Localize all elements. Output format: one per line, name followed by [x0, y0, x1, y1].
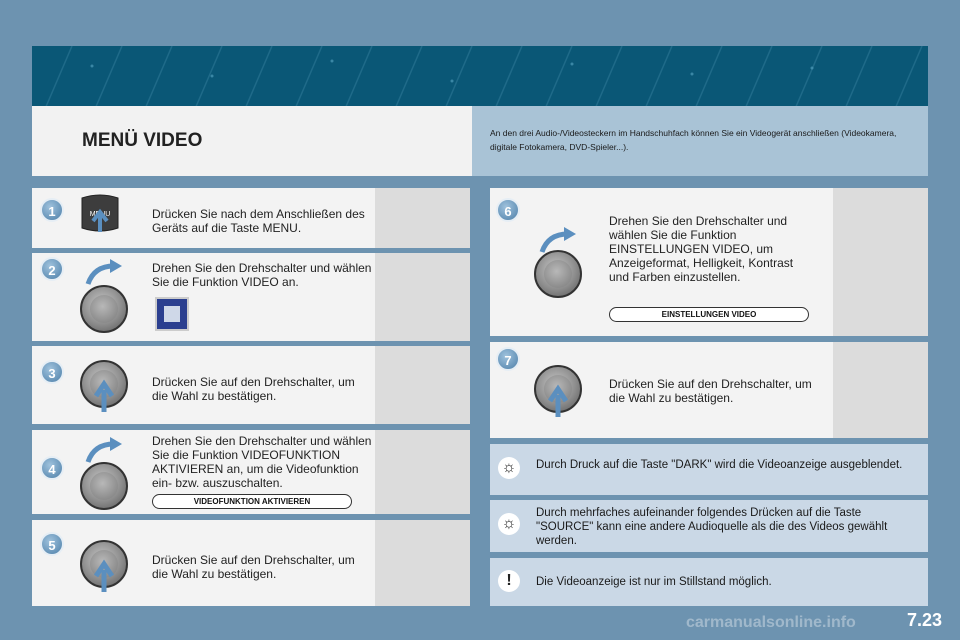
step-2-badge: 2 — [40, 257, 64, 281]
control-panel-image — [833, 188, 928, 336]
warning-icon: ! — [498, 570, 520, 592]
rotate-arrow-icon — [84, 436, 124, 464]
control-panel-image — [375, 346, 470, 424]
control-panel-image — [375, 520, 470, 606]
step-7-badge: 7 — [496, 347, 520, 371]
press-arrow-icon — [546, 383, 570, 419]
step-7-text: Drücken Sie auf den Drehschalter, um die Wahl zu bestätigen. — [609, 377, 812, 405]
page-title: MENÜ VIDEO — [82, 130, 203, 151]
menu-button-label: MENU — [89, 211, 111, 218]
menu-button-icon — [78, 192, 122, 234]
tip-icon: ☼ — [498, 513, 520, 535]
rotate-arrow-icon — [84, 258, 124, 286]
watermark: carmanualsonline.info — [686, 614, 856, 631]
step-6-function-label: EINSTELLUNGEN VIDEO — [609, 307, 809, 322]
step-4-text: Drehen Sie den Drehschalter und wählen Sie die Funktion VIDEOFUNKTION AKTIVIEREN an, um die Videofunktion ein- bzw. auszuschalten. — [152, 434, 372, 490]
step-4-badge: 4 — [40, 456, 64, 480]
step-6-text: Drehen Sie den Drehschalter und wählen Sie die Funktion EINSTELLUNGEN VIDEO, um Anzeigeformat, Helligkeit, Kontrast und Farben einzustellen. — [609, 214, 794, 284]
header-note: An den drei Audio-/Videosteckern im Handschuhfach können Sie ein Videogerät anschließen (Videokamera, digitale Fotokamera, DVD-Spieler...). — [490, 128, 897, 152]
rotary-knob-icon — [80, 285, 128, 333]
video-icon — [155, 297, 189, 331]
tip-icon: ☼ — [498, 457, 520, 479]
rotary-knob-icon — [80, 462, 128, 510]
step-2-text: Drehen Sie den Drehschalter und wählen Sie die Funktion VIDEO an. — [152, 261, 372, 289]
step-5-text: Drücken Sie auf den Drehschalter, um die Wahl zu bestätigen. — [152, 553, 355, 581]
step-4-function-label: VIDEOFUNKTION AKTIVIEREN — [152, 494, 352, 509]
info-text-dark: Durch Druck auf die Taste "DARK" wird die Videoanzeige ausgeblendet. — [536, 459, 903, 471]
info-text-source: Durch mehrfaches aufeinander folgendes Drücken auf die Taste "SOURCE" kann eine andere Audioquelle als die des Videos gewählt werden. — [536, 507, 888, 547]
control-panel-image — [375, 430, 470, 514]
control-panel-image — [375, 253, 470, 341]
step-1-text: Drücken Sie nach dem Anschließen des Geräts auf die Taste MENU. — [152, 207, 365, 235]
control-panel-image — [833, 342, 928, 438]
page-number: 7.23 — [906, 610, 942, 630]
step-3-badge: 3 — [40, 360, 64, 384]
press-arrow-icon — [92, 378, 116, 414]
info-text-warning: Die Videoanzeige ist nur im Stillstand möglich. — [536, 576, 772, 588]
step-5-badge: 5 — [40, 532, 64, 556]
step-3-text: Drücken Sie auf den Drehschalter, um die Wahl zu bestätigen. — [152, 375, 355, 403]
step-6-badge: 6 — [496, 198, 520, 222]
step-1-badge: 1 — [40, 198, 64, 222]
press-arrow-icon — [92, 558, 116, 594]
control-panel-image — [375, 188, 470, 248]
rotary-knob-icon — [534, 250, 582, 298]
